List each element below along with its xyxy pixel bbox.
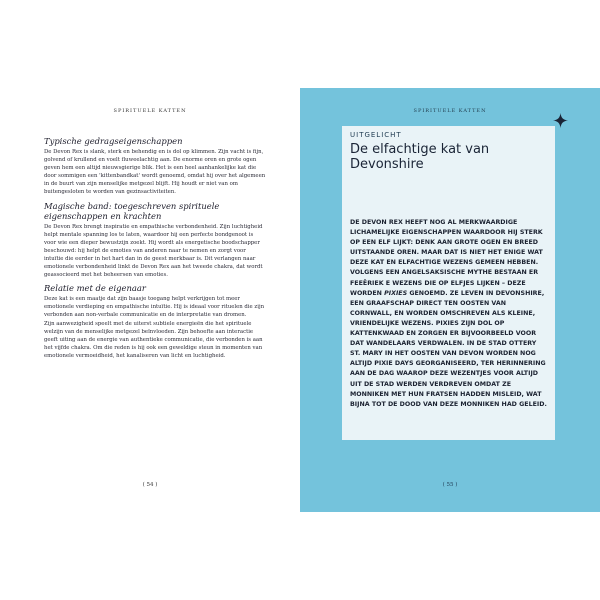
left-page-content	[44, 136, 266, 364]
section-paragraph: Deze kat is een maatje dat zijn baasje toegang helpt verkrijgen tot meer emotionele verdieping en empathische intuïtie. Hij is ideaal voor rituelen die zijn verbonden aan non-verbale communicatie en de interpretatie van dromen.	[44, 296, 265, 319]
running-head-right: SPIRITUELE KATTEN	[413, 108, 487, 114]
card-inner	[350, 126, 547, 440]
section-owner-relation	[44, 283, 266, 360]
card-body-italic: PIXIES	[384, 289, 408, 297]
left-page	[0, 88, 300, 512]
sparkle-star-icon	[553, 113, 568, 128]
card-label: UITGELICHT	[350, 131, 402, 139]
highlight-card	[342, 126, 555, 440]
card-body-text: GENOEMD. ZE LEVEN IN DEVONSHIRE, EEN GRAAFSCHAP DIRECT TEN OOSTEN VAN CORNWALL, EN WORDEN OMSCHREVEN ALS KLEINE, VRIENDELIJKE WEZENS. PIXIES ZIJN DOL OP KATTENKWAAD EN ZORGEN ER BIJVOORBEELD VOOR DAT WANDELAARS VERDWALEN. IN DE STAD OTTERY ST. MARY IN HET OOSTEN VAN DEVON WORDEN NOG ALTIJD PIXIE DAYS GEORGANISEERD, TER HERINNERING AAN DE DAG WAAROP DEZE WEZENTJES VOOR ALTIJD UIT DE STAD WERDEN VERDREVEN OMDAT ZE MONNIKEN MET HUN FRATSEN HADDEN MISLEID, WAT BIJNA TOT DE DOOD VAN DEZE MONNIKEN HAD GELEID.	[350, 289, 547, 408]
section-paragraph: De Devon Rex brengt inspiratie en empathische verbondenheid. Zijn luchtigheid helpt mentale spanning los te laten, waardoor hij een perfecte bondgenoot is voor wie een dieper bewustzijn zoekt. Hij wordt als energetische boodschapper beschouwd: hij helpt de emoties van anderen naar te nemen en zorgt voor intuïtie die eerder in het hart dan in de geest merkbaar is. Dit verlangen naar emotionele verbondenheid linkt de Devon Rex aan het tweede chakra, dat wordt geassocieerd met het beheersen van emoties.	[44, 223, 263, 279]
section-paragraph: Zijn aanwezigheid speelt met de uiterst subtiele energieën die het spirituele welzijn van de menselijke metgezel beïnvloeden. Zijn behoefte aan interactie geeft uiting aan de energie van authentieke communicatie, die verbonden is aan het vijfde chakra. Om die reden is hij ook een geweldige steun in momenten van emotionele vermoeidheid, het kanaliseren van licht en luchtigheid.	[44, 320, 263, 359]
card-body-text: DE DEVON REX HEEFT NOG AL MERKWAARDIGE LICHAMELIJKE EIGENSCHAPPEN WAARDOOR HIJ STERK OP EEN ELF LIJKT: DENK AAN GROTE OGEN EN BREED UITSTAANDE OREN. MAAR DAT IS NIET HET ENIGE WAT DEZE KAT EN ELFACHTIGE WEZENS GEMEEN HEBBEN. VOLGENS EEN ANGELSAKSISCHE MYTHE BESTAAN ER FEEËRIEK E WEZENS DIE OP ELFJES LIJKEN – DEZE WORDEN	[350, 219, 543, 297]
card-title: De elfachtige kat van Devonshire	[350, 142, 490, 172]
section-typical-behaviour	[44, 136, 266, 197]
page-number-right: ( 55 )	[442, 482, 458, 488]
section-heading: Relatie met de eigenaar	[44, 283, 146, 294]
section-paragraph: De Devon Rex is slank, sterk en behendig en is dol op klimmen. Zijn vacht is fijn, golvend of krullend en voelt fluweelachtig aan. De enorme oren en grote ogen geven hem een altijd nieuwsgierige blik. Het is een heel aanhankelijke kat die door sommigen een 'kittenbandkat' wordt genoemd, omdat hij over het algemeen in de buurt van zijn menselijke metgezel blijft. Hij houdt er niet van om buitengesloten te worden van gezinsactiviteiten.	[44, 149, 266, 196]
right-page	[300, 88, 600, 512]
section-heading: Typische gedragseigenschappen	[44, 136, 183, 146]
running-head-left: SPIRITUELE KATTEN	[113, 108, 187, 114]
page-number-left: ( 54 )	[142, 482, 158, 488]
section-magic-bond	[44, 201, 266, 280]
card-body	[350, 218, 547, 410]
section-heading: Magische band: toegeschreven spirituele eigenschappen en krachten	[44, 200, 220, 221]
